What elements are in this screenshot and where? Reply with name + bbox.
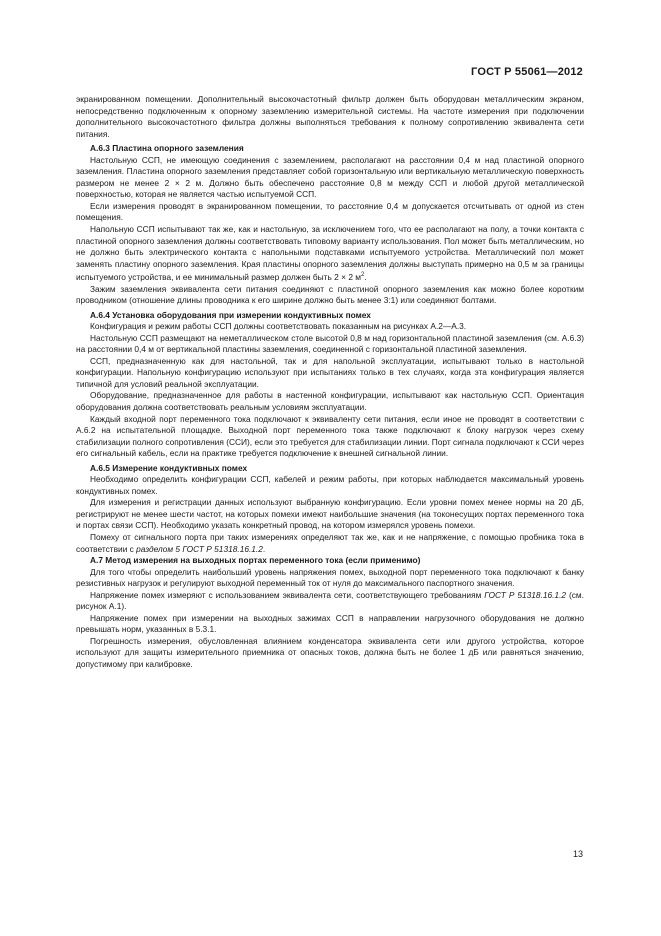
paragraph: [76, 532, 584, 555]
section-heading-a63: А.6.3 Пластина опорного заземления: [90, 143, 244, 154]
paragraph: Настольную ССП размещают на неметаллическом столе высотой 0,8 м над горизонтальной пластиной заземления (см. А.6.3) на расстоянии 0,4 м от вертикальной пластины заземления, соединенной с горизонтальной пластиной заземления.: [76, 332, 584, 355]
paragraph: Погрешность измерения, обусловленная влиянием конденсатора эквивалента сети или другого устройства, которое используют для защиты измерительного приемника от опасных токов, должна быть не более 1 дБ или равняться значению, допустимому при калибровке.: [76, 635, 584, 670]
paragraph: Если измерения проводят в экранированном помещении, то расстояние 0,4 м допускается отсчитывать от одной из стен помещения.: [76, 200, 584, 223]
paragraph-text: Помеху от сигнального порта при таких измерениях определяют так же, как и не напряжение, с помощью пробника тока в соответствии с: [76, 532, 584, 554]
paragraph-text-end: .: [364, 271, 367, 282]
paragraph-text: Напряжение помех измеряют с использованием эквивалента сети, соответствующего требованиям: [90, 589, 485, 600]
paragraph: Оборудование, предназначенное для работы в настенной конфигурации, испытывают как настольную ССП. Ориентация оборудования должна соответствовать реальным условиям эксплуатации.: [76, 390, 584, 412]
paragraph: Настольную ССП, не имеющую соединения с заземлением, располагают на расстоянии 0,4 м над пластиной опорного заземления. Пластина опорного заземления представляет собой горизонтальную или вертикальную металлическую поверхность размером не менее 2 × 2 м. Должно быть обеспечено расстояние 0,8 м между ССП и любой другой металлической поверхностью, которая не является частью испытуемой ССП.: [76, 154, 584, 200]
section-heading-a64: А.6.4 Установка оборудования при измерении кондуктивных помех: [90, 309, 371, 320]
paragraph: [76, 590, 584, 613]
standard-reference: разделом 5 ГОСТ Р 51318.16.1.2: [136, 543, 263, 554]
section-heading-a65: А.6.5 Измерение кондуктивных помех: [90, 462, 248, 473]
paragraph: [76, 224, 584, 284]
page-number: 13: [572, 849, 583, 859]
paragraph: Зажим заземления эквивалента сети питания соединяют с пластиной опорного заземления как можно более коротким проводником (отношение длины проводника к его ширине должно быть менее 3:1) или соединяют болтами.: [76, 283, 584, 306]
standard-reference: ГОСТ Р 51318.16.1.2: [484, 589, 567, 600]
paragraph-text-end: (см. рисунок А.1).: [76, 589, 584, 612]
paragraph: Для измерения и регистрации данных используют выбранную конфигурацию. Если уровни помех менее нормы на 20 дБ, регистрируют не менее шести частот, на которых помехи имеют наибольшие значения (на токонесущих портах переменного тока и портах связи ССП). Необходимо указать конкретный провод, на котором измерялся уровень помехи.: [76, 497, 584, 531]
paragraph: ССП, предназначенную как для настольной, так и для напольной эксплуатации, испытывают только в настольной конфигурации. Напольную конфигурацию используют при испытаниях только в тех случаях, когда эта конфигурация является типичной для условий реальной эксплуатации.: [76, 355, 584, 389]
superscript: 2: [361, 272, 365, 279]
paragraph: Каждый входной порт переменного тока подключают к эквиваленту сети питания, если иное не проводят в соответствии с А.6.2 на испытательной площадке. Выходной порт переменного тока также подключают к блоку нагрузок через схему стабилизации полного сопротивления (ССИ), если это требуется для стабилизации линии. Порт сигнала подключают к ССИ через его сигнальный кабель, если на практике требуется подключение к внешней сигнальной линии.: [76, 413, 584, 459]
paragraph: Конфигурация и режим работы ССП должны соответствовать показанным на рисунках А.2—А.3.: [90, 321, 467, 332]
paragraph: Для того чтобы определить наибольший уровень напряжения помех, выходной порт переменного тока подключают к банку резистивных нагрузок и регулируют выходной переменный ток от нуля до максимального паспортного значения.: [76, 566, 584, 589]
paragraph-text-end: .: [262, 543, 266, 554]
paragraph: Напряжение помех при измерении на выходных зажимах ССП в направлении нагрузочного оборудования не должно превышать норм, указанных в 5.3.1.: [76, 612, 584, 635]
paragraph-continuation: экранированном помещении. Дополнительный высокочастотный фильтр должен быть оборудован металлическим экраном, непосредственно подключенным к опорному заземлению измерительной системы. На частоте измерения при подключении дополнительного высокочастотного фильтра должны выполняться требования к полному сопротивлению эквивалента сети питания.: [76, 94, 584, 139]
paragraph-text: Напольную ССП испытывают так же, как и настольную, за исключением того, что ее располагают на полу, а точки контакта с пластиной опорного заземления должны соответствовать типовому варианту использования. Пол может быть металлическим, но не должно быть электрического контакта с напольными подставками испытуемого устройства. Металлический пол может заменять пластину опорного заземления. Края пластины опорного заземления должны выступать примерно на 0,5 м за границы испытуемого устройства, и ее минимальный размер должен быть 2 × 2 м: [76, 224, 584, 282]
document-header: ГОСТ Р 55061—2012: [471, 66, 583, 78]
section-heading-a7: А.7 Метод измерения на выходных портах переменного тока (если применимо): [90, 555, 421, 566]
page-body: [76, 94, 584, 671]
paragraph: Необходимо определить конфигурации ССП, кабелей и режим работы, при которых наблюдается максимальный уровень кондуктивных помех.: [76, 474, 584, 496]
